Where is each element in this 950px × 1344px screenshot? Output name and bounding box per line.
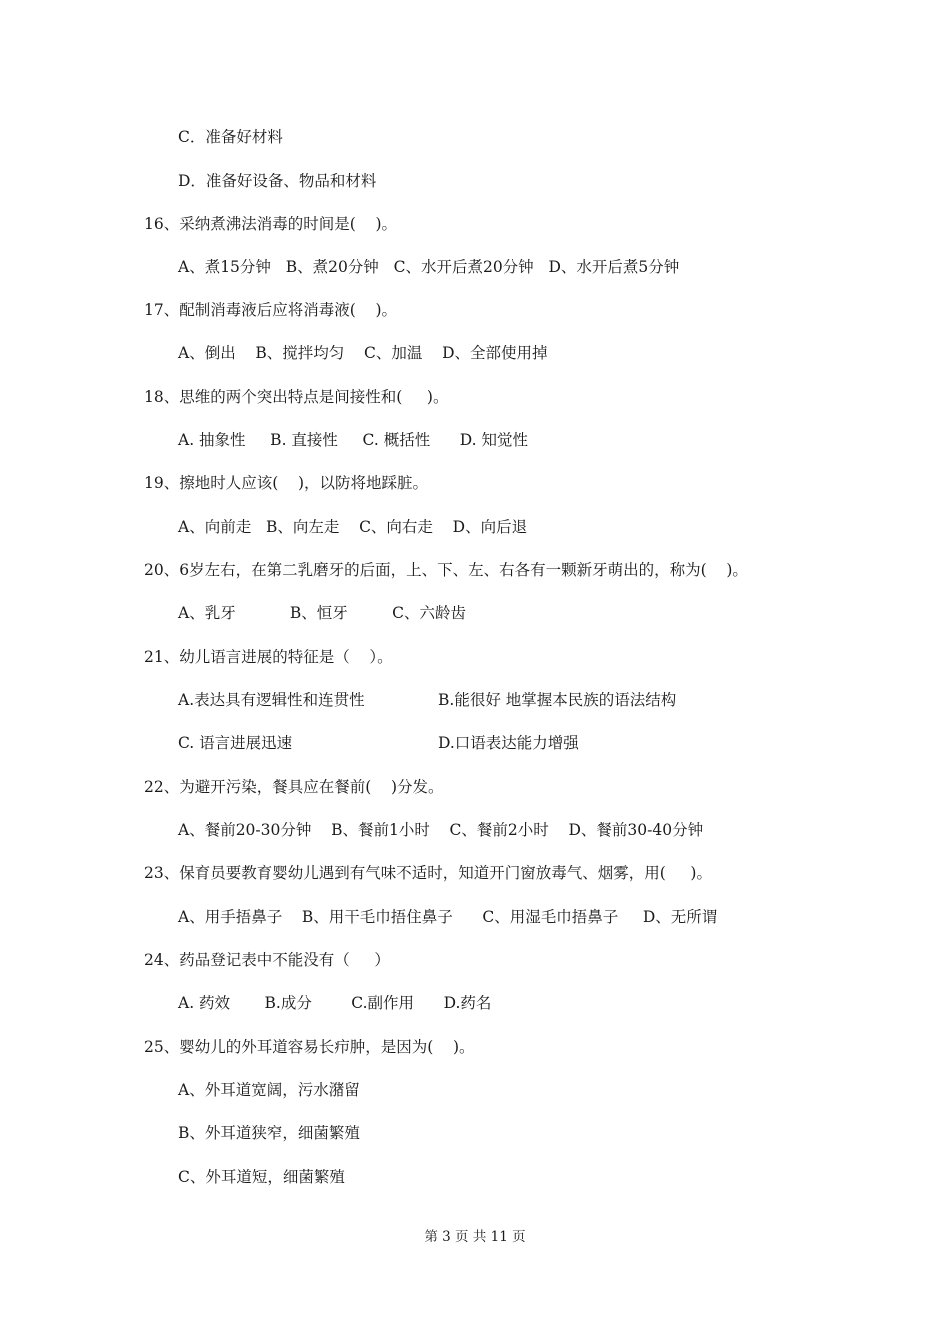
option-15d: D．准备好设备、物品和材料 bbox=[178, 172, 377, 190]
option-25a: A、外耳道宽阔，污水潴留 bbox=[178, 1081, 360, 1099]
options-20: A、乳牙 B、恒牙 C、六龄齿 bbox=[178, 604, 466, 622]
option-25c: C、外耳道短，细菌繁殖 bbox=[178, 1168, 345, 1186]
question-22: 22、为避开污染，餐具应在餐前( )分发。 bbox=[144, 778, 444, 796]
question-24: 24、药品登记表中不能没有（ ） bbox=[144, 951, 390, 969]
question-19: 19、擦地时人应该( )，以防将地踩脏。 bbox=[144, 474, 429, 492]
options-16: A、煮15分钟 B、煮20分钟 C、水开后煮20分钟 D、水开后煮5分钟 bbox=[178, 258, 680, 276]
current-page-number: 3 bbox=[442, 1229, 451, 1245]
option-21a: A.表达具有逻辑性和连贯性 bbox=[178, 691, 365, 709]
total-page-count: 11 bbox=[490, 1229, 508, 1245]
options-19: A、向前走 B、向左走 C、向右走 D、向后退 bbox=[178, 518, 528, 536]
question-21: 21、幼儿语言进展的特征是（ ）。 bbox=[144, 648, 393, 666]
question-18: 18、思维的两个突出特点是间接性和( )。 bbox=[144, 388, 449, 406]
question-16: 16、采纳煮沸法消毒的时间是( )。 bbox=[144, 215, 398, 233]
options-18: A. 抽象性 B. 直接性 C. 概括性 D. 知觉性 bbox=[178, 431, 529, 449]
page-footer bbox=[0, 1227, 950, 1247]
options-22: A、餐前20-30分钟 B、餐前1小时 C、餐前2小时 D、餐前30-40分钟 bbox=[178, 821, 704, 839]
footer-suffix: 页 bbox=[512, 1229, 526, 1245]
footer-prefix: 第 bbox=[424, 1229, 438, 1245]
options-17: A、倒出 B、搅拌均匀 C、加温 D、全部使用掉 bbox=[178, 344, 548, 362]
option-21b: B.能很好 地掌握本民族的语法结构 bbox=[438, 691, 677, 709]
option-21d: D.口语表达能力增强 bbox=[438, 734, 579, 752]
question-25: 25、婴幼儿的外耳道容易长疖肿，是因为( )。 bbox=[144, 1038, 475, 1056]
option-21c: C. 语言进展迅速 bbox=[178, 734, 293, 752]
footer-middle: 页 共 bbox=[455, 1229, 487, 1245]
option-15c: C．准备好材料 bbox=[178, 128, 283, 146]
question-20: 20、6岁左右，在第二乳磨牙的后面，上、下、左、右各有一颗新牙萌出的，称为( )。 bbox=[144, 561, 748, 579]
options-24: A. 药效 B.成分 C.副作用 D.药名 bbox=[178, 994, 492, 1012]
question-23: 23、保育员要教育婴幼儿遇到有气味不适时，知道开门窗放毒气、烟雾，用( )。 bbox=[144, 864, 712, 882]
option-25b: B、外耳道狭窄，细菌繁殖 bbox=[178, 1124, 360, 1142]
options-23: A、用手捂鼻子 B、用干毛巾捂住鼻子 C、用湿毛巾捂鼻子 D、无所谓 bbox=[178, 908, 718, 926]
question-17: 17、配制消毒液后应将消毒液( )。 bbox=[144, 301, 398, 319]
